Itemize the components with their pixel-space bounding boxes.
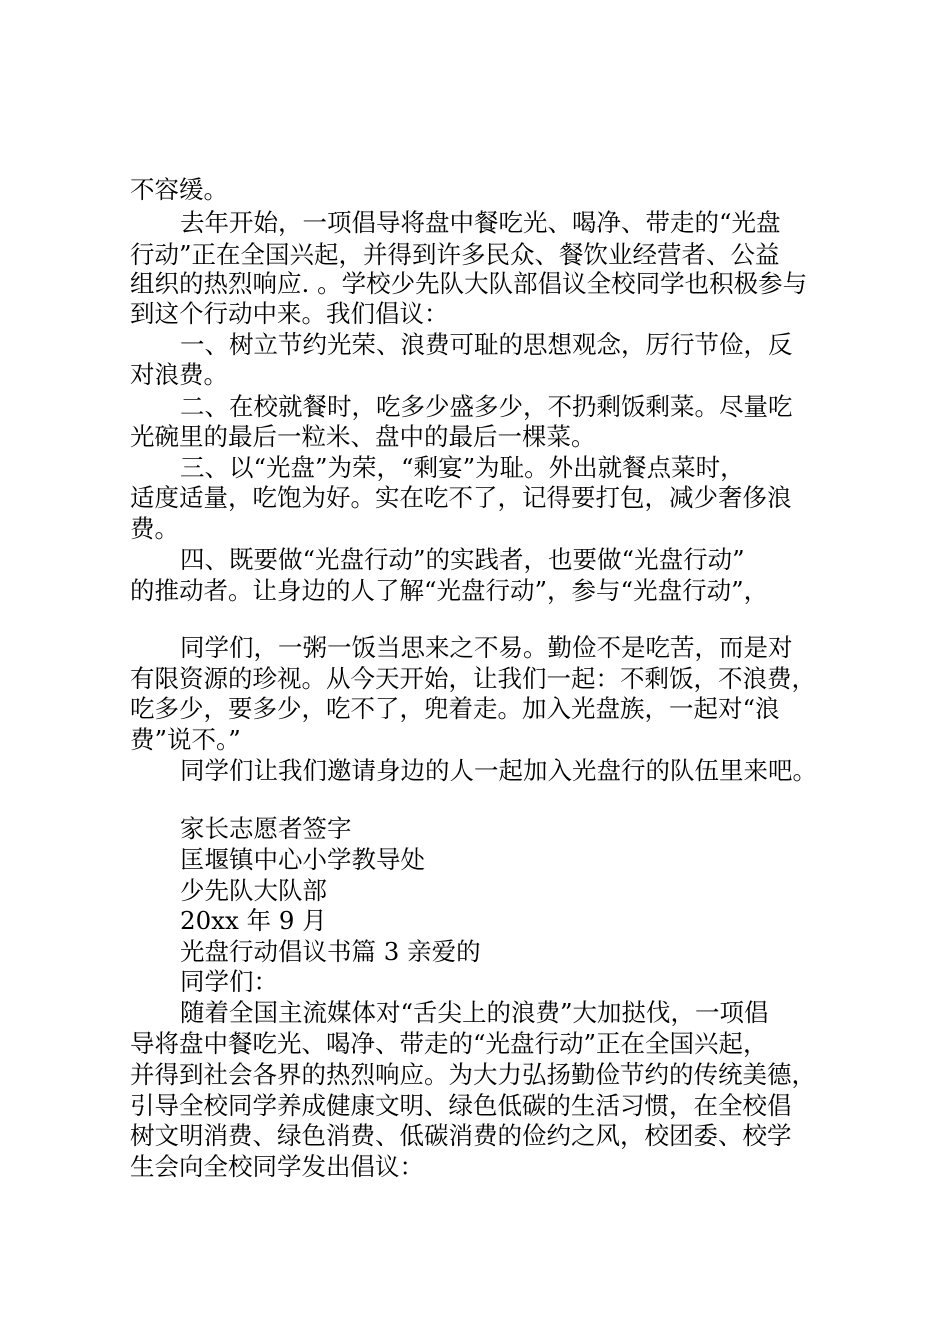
text-line: 有限资源的珍视。从今天开始，让我们一起：不剩饭，不浪费， xyxy=(130,664,816,693)
text-line: 光碗里的最后一粒米、盘中的最后一棵菜。 xyxy=(130,422,596,451)
text-line: 到这个行动中来。我们倡议： xyxy=(130,299,449,328)
text-line: 吃多少，要多少，吃不了，兜着走。加入光盘族，一起对“浪 xyxy=(130,694,780,723)
text-line: 三、以“光盘”为荣，“剩宴”为耻。外出就餐点菜时， xyxy=(180,453,745,482)
text-line: 一、树立节约光荣、浪费可耻的思想观念，厉行节俭，反 xyxy=(180,330,793,359)
text-line: 行动”正在全国兴起，并得到许多民众、餐饮业经营者、公益 xyxy=(130,240,780,269)
text-line: 随着全国主流媒体对“舌尖上的浪费”大加挞伐，一项倡 xyxy=(180,998,769,1027)
signature-line: 匡堰镇中心小学教导处 xyxy=(180,845,425,874)
text-line: 引导全校同学养成健康文明、绿色低碳的生活习惯，在全校倡 xyxy=(130,1091,792,1120)
text-line: 不容缓。 xyxy=(130,175,228,204)
signature-line: 少先队大队部 xyxy=(180,876,327,905)
text-line: 导将盘中餐吃光、喝净、带走的“光盘行动”正在全国兴起， xyxy=(130,1029,768,1058)
text-line: 树文明消费、绿色消费、低碳消费的俭约之风，校团委、校学 xyxy=(130,1121,792,1150)
text-line: 去年开始，一项倡导将盘中餐吃光、喝净、带走的“光盘 xyxy=(180,208,781,237)
text-line: 同学们让我们邀请身边的人一起加入光盘行的队伍里来吧。 xyxy=(180,756,817,785)
text-line: 二、在校就餐时，吃多少盛多少，不扔剩饭剩菜。尽量吃 xyxy=(180,392,793,421)
text-line: 并得到社会各界的热烈响应。为大力弘扬勤俭节约的传统美德， xyxy=(130,1060,816,1089)
text-line: 费”说不。” xyxy=(130,725,241,754)
text-line: 的推动者。让身边的人了解“光盘行动”，参与“光盘行动”， xyxy=(130,576,769,605)
salutation: 同学们： xyxy=(180,967,278,996)
text-line: 组织的热烈响应. 。学校少先队大队部倡议全校同学也积极参与 xyxy=(130,269,808,298)
text-line: 适度适量，吃饱为好。实在吃不了，记得要打包，减少奢侈浪 xyxy=(130,483,792,512)
text-line: 对浪费。 xyxy=(130,360,228,389)
section-heading: 光盘行动倡议书篇 3 亲爱的 xyxy=(180,937,481,966)
date-line: 20xx 年 9 月 xyxy=(180,906,327,935)
text-line: 四、既要做“光盘行动”的实践者，也要做“光盘行动” xyxy=(180,545,745,574)
text-line: 费。 xyxy=(130,514,179,543)
signature-line: 家长志愿者签字 xyxy=(180,814,352,843)
text-line: 同学们，一粥一饭当思来之不易。勤俭不是吃苦，而是对 xyxy=(180,633,793,662)
text-line: 生会向全校同学发出倡议： xyxy=(130,1152,424,1181)
